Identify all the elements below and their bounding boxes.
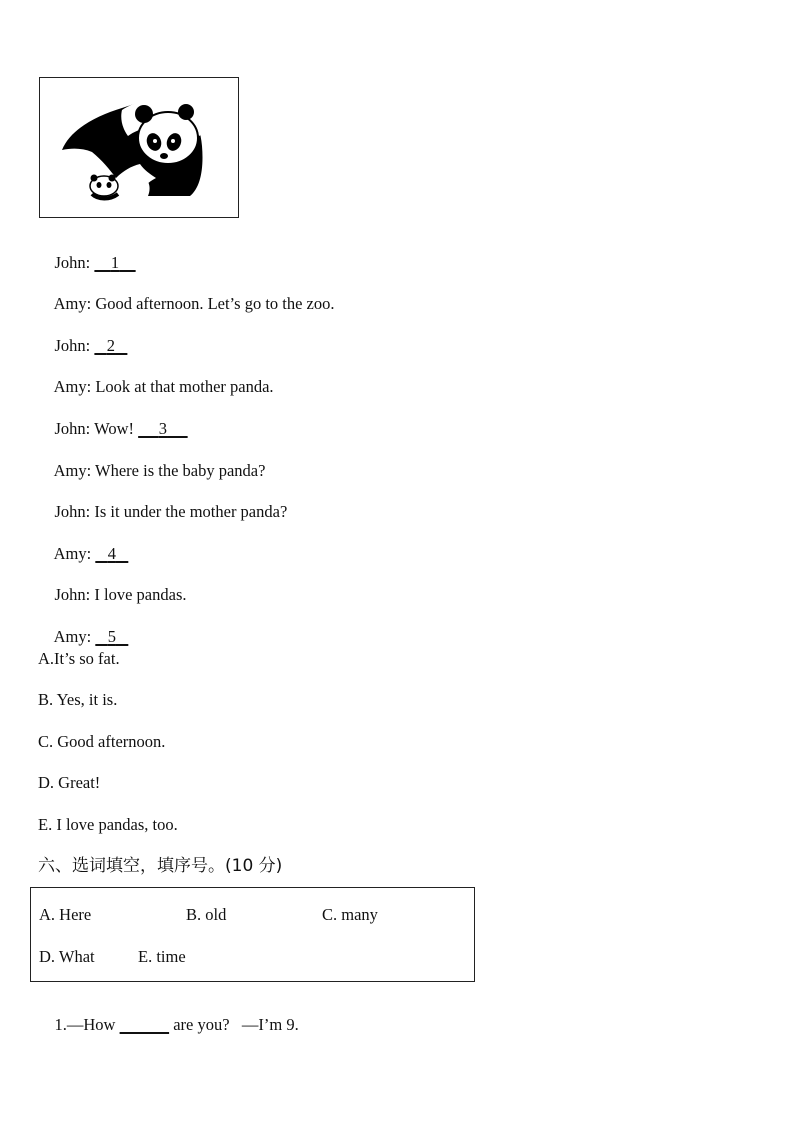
choice-e: E. I love pandas, too. [38, 815, 178, 834]
choice-a: A.It’s so fat. [38, 649, 120, 668]
word-option-d: D. What [39, 947, 95, 966]
word-option-c: C. many [322, 905, 378, 924]
speaker: John: [54, 419, 91, 438]
dialogue-text: Look at that mother panda. [95, 377, 274, 396]
speaker: Amy: [53, 377, 92, 396]
answer-blank-5[interactable]: 5 [107, 627, 116, 646]
panda-illustration [40, 78, 238, 217]
word-option-e: E. time [138, 947, 186, 966]
speaker: John: [54, 585, 91, 604]
question-1-blank[interactable] [120, 1015, 170, 1035]
answer-blank-1[interactable]: 1 [110, 253, 120, 272]
speaker: John: [54, 336, 91, 355]
choice-b: B. Yes, it is. [38, 690, 118, 709]
word-option-b: B. old [186, 905, 227, 924]
speaker: Amy: [53, 627, 92, 646]
word-options-box [30, 887, 475, 982]
choice-d: D. Great! [38, 773, 101, 792]
answer-blank-4[interactable]: 4 [107, 544, 116, 563]
dialogue-text: Is it under the mother panda? [94, 502, 288, 521]
speaker: Amy: [53, 461, 92, 480]
panda-picture [39, 77, 239, 218]
speaker: John: [54, 253, 91, 272]
answer-blank-3[interactable]: 3 [158, 419, 168, 438]
speaker: John: [54, 502, 91, 521]
word-option-a: A. Here [39, 905, 92, 924]
question-1 [38, 995, 299, 1055]
answer-blank-2[interactable]: 2 [106, 336, 116, 355]
question-text-end: are you? —I’m 9. [169, 1015, 299, 1034]
question-text: 1.—How [54, 1015, 120, 1034]
section-title: 六、选词填空，填序号。(10 分) [38, 856, 283, 876]
speaker: Amy: [53, 294, 92, 313]
choice-c: C. Good afternoon. [38, 732, 166, 751]
speaker: Amy: [53, 544, 92, 563]
dialogue-text: Where is the baby panda? [95, 461, 266, 480]
dialogue-text: Wow! [94, 419, 139, 438]
dialogue-text: I love pandas. [94, 585, 187, 604]
dialogue-text: Good afternoon. Let’s go to the zoo. [95, 294, 335, 313]
